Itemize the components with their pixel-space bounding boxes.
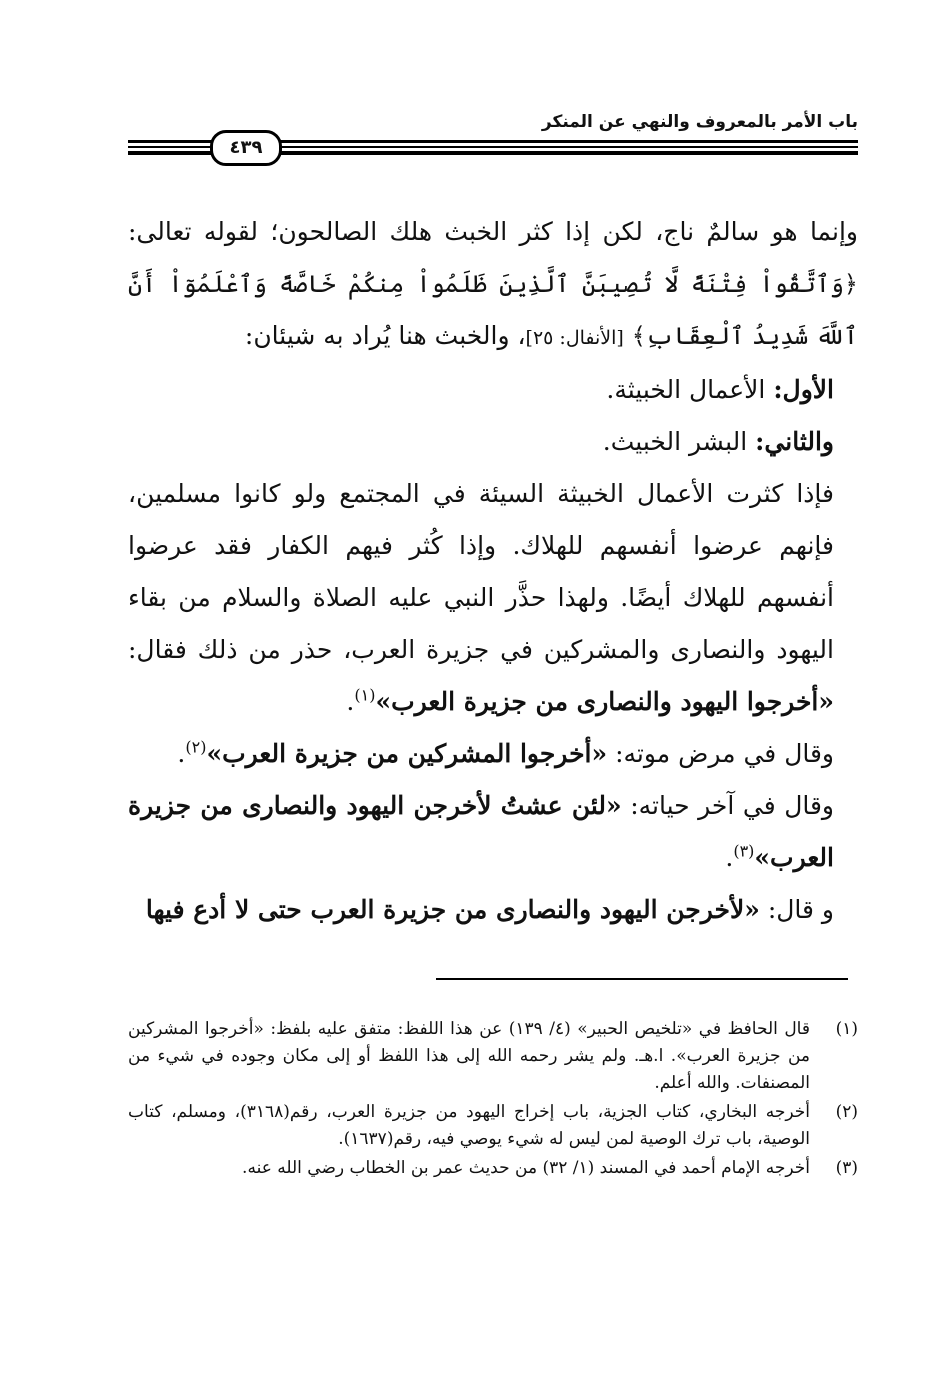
hadith-quote: «لأخرجن اليهود والنصارى من جزيرة العرب حتى لا أدع فيها xyxy=(145,895,760,924)
chapter-title: باب الأمر بالمعروف والنهي عن المنكر xyxy=(541,112,858,132)
paragraph-text: ، والخبث هنا يُراد به شيئان: xyxy=(244,321,526,350)
list-item-first xyxy=(128,364,858,416)
paragraph: وقال في مرض موته: «أخرجوا المشركين من جزيرة العرب»$^{(٢)}$. xyxy=(177,737,834,768)
footnote-text: أخرجه الإمام أحمد في المسند (١/ ٣٢) من حديث عمر بن الخطاب رضي الله عنه. xyxy=(242,1158,810,1178)
hadith-quote: «أخرجوا المشركين من جزيرة العرب» xyxy=(206,739,608,768)
list-item-second xyxy=(128,416,858,468)
paragraph-text: وإنما هو سالمٌ ناج، لكن إذا كثر الخبث هلك الصالحون؛ لقوله تعالى: xyxy=(128,217,858,246)
verse-citation: [الأنفال: ٢٥] xyxy=(525,327,624,349)
page-number: ٤٣٩ xyxy=(210,130,282,166)
main-text xyxy=(128,206,858,936)
footnote-ref: (٣) xyxy=(733,841,755,861)
paragraph xyxy=(128,206,858,364)
footnote xyxy=(128,1016,858,1097)
page-header xyxy=(128,104,858,160)
hadith-quote: «لئن عشتُ لأخرجن اليهود والنصارى من جزيرة العرب» xyxy=(128,791,834,872)
footnote-ref: (١) xyxy=(354,685,376,705)
quran-verse: ﴿وَٱتَّقُواْ فِتْنَةً لَّا تُصِيبَنَّ ٱلَّذِينَ ظَلَمُواْ مِنكُمْ خَاصَّةً وَٱعْلَمُوٓاْ أَنَّ ٱللَّهَ شَدِيدُ ٱلْعِقَابِ﴾ xyxy=(128,270,858,350)
paragraph-text: فإذا كثرت الأعمال الخبيثة السيئة في المجتمع ولو كانوا مسلمين، فإنهم عرضوا أنفسهم للهلاك. وإذا كُثر فيهم الكفار فقد عرضوا أنفسهم للهلاك أيضًا. ولهذا حذَّر النبي عليه الصلاة والسلام من بقاء اليهود والنصارى والمشركين في جزيرة العرب، حذر من ذلك فقال: xyxy=(128,479,834,664)
footnote-ref: (٢) xyxy=(185,737,207,757)
paragraph-text: وقال في آخر حياته: xyxy=(630,791,834,820)
item-text: البشر الخبيث. xyxy=(602,427,748,456)
hadith-quote: «أخرجوا اليهود والنصارى من جزيرة العرب» xyxy=(375,687,834,716)
item-label: الأول: xyxy=(773,375,834,404)
paragraph: فإذا كثرت الأعمال الخبيثة السيئة في المجتمع ولو كانوا مسلمين، فإنهم عرضوا أنفسهم للهلاك. وإذا كُثر فيهم الكفار فقد عرضوا أنفسهم للهلاك أيضًا. ولهذا حذَّر النبي عليه الصلاة والسلام من بقاء اليهود والنصارى والمشركين في جزيرة العرب، حذر من ذلك فقال: «أخرجوا اليهود والنصارى من جزيرة العرب»$^{(١)}$. xyxy=(128,479,834,716)
paragraph xyxy=(128,884,858,936)
item-label: والثاني: xyxy=(755,427,834,456)
footnote-number: (١) xyxy=(835,1019,858,1039)
footnote-number: (٢) xyxy=(835,1102,858,1122)
footnote-separator xyxy=(436,978,848,980)
footnote-text: أخرجه البخاري، كتاب الجزية، باب إخراج اليهود من جزيرة العرب، رقم(٣١٦٨)، ومسلم، كتاب الوصية، باب ترك الوصية لمن ليس له شيء يوصي فيه، رقم(١٦٣٧). xyxy=(128,1102,810,1149)
footnote-number: (٣) xyxy=(835,1158,858,1178)
footnotes xyxy=(128,1016,858,1184)
footnote xyxy=(128,1155,858,1182)
footnote-text: قال الحافظ في «تلخيص الحبير» (٤/ ١٣٩) عن هذا اللفظ: متفق عليه بلفظ: «أخرجوا المشركين من جزيرة العرب». ا.هـ. ولم يشر رحمه الله إلى هذا اللفظ أو إلى مكان وجوده في شيء من المصنفات. والله أعلم. xyxy=(128,1019,810,1093)
paragraph-text: و قال: xyxy=(767,895,834,924)
paragraph-text: وقال في مرض موته: xyxy=(615,739,834,768)
paragraph: وقال في آخر حياته: «لئن عشتُ لأخرجن اليهود والنصارى من جزيرة العرب»$^{(٣)}$. xyxy=(128,791,834,872)
footnote xyxy=(128,1099,858,1153)
item-text: الأعمال الخبيثة. xyxy=(606,375,766,404)
